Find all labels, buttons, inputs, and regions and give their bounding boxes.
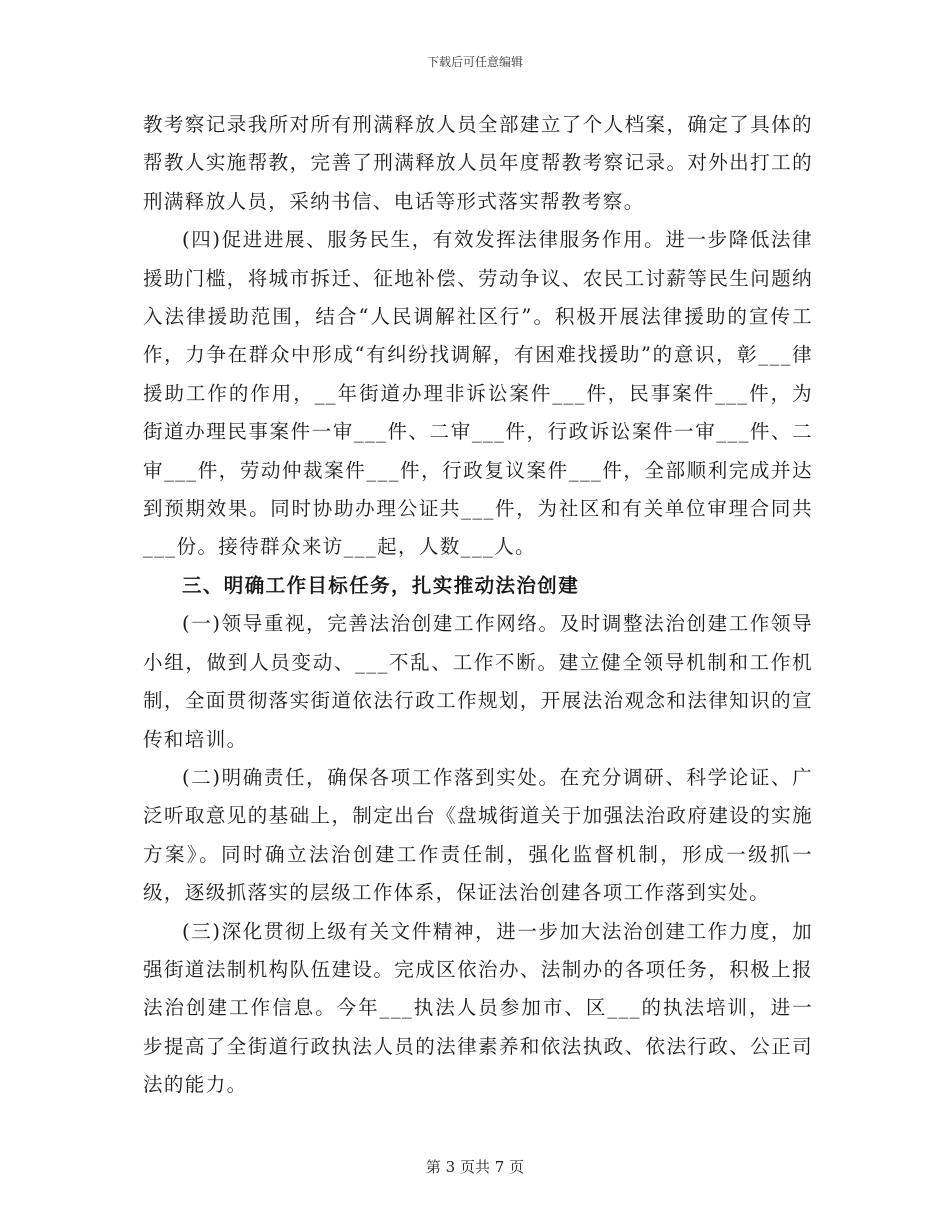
paragraph-legal-aid: (四)促进进展、服务民生，有效发挥法律服务作用。进一步降低法律援助门槛，将城市拆迁、征地补偿、劳动争议、农民工讨薪等民生问题纳入法律援助范围，结合“人民调解社区行”。积极开展法律援助的宣传工作，力争在群众中形成“有纠纷找调解，有困难找援助”的意识，彰___律援助工作的作用，__年街道办理非诉讼案件___件，民事案件___件，为街道办理民事案件一审___件、二审___件，行政诉讼案件一审___件、二审___件，劳动仲裁案件___件，行政复议案件___件，全部顺利完成并达到预期效果。同时协助办理公证共___件，为社区和有关单位审理合同共___份。接待群众来访___起，人数___人。: [143, 228, 813, 559]
paragraph-responsibility: (二)明确责任，确保各项工作落到实处。在充分调研、科学论证、广泛听取意见的基础上，制定出台《盘城街道关于加强法治政府建设的实施方案》。同时确立法治创建工作责任制，强化监督机制，形成一级抓一级，逐级抓落实的层级工作体系，保证法治创建各项工作落到实处。: [143, 765, 813, 905]
paragraph-continuation: 教考察记录我所对所有刑满释放人员全部建立了个人档案，确定了具体的帮教人实施帮教，完善了刑满释放人员年度帮教考察记录。对外出打工的刑满释放人员，采纳书信、电话等形式落实帮教考察。: [143, 113, 813, 213]
paragraph-leadership: (一)领导重视，完善法治创建工作网络。及时调整法治创建工作领导小组，做到人员变动、___不乱、工作不断。建立健全领导机制和工作机制，全面贯彻落实街道依法行政工作规划，开展法治观念和法律知识的宣传和培训。: [143, 612, 813, 751]
page-number: 第 3 页共 7 页: [425, 1158, 525, 1176]
section-heading-3: 三、明确工作目标任务，扎实推动法治创建: [182, 573, 580, 597]
document-body: [143, 106, 813, 1105]
page-header: 下载后可任意编辑: [426, 55, 523, 69]
paragraph-implementation: (三)深化贯彻上级有关文件精神，进一步加大法治创建工作力度，加强街道法制机构队伍建设。完成区依治办、法制办的各项任务，积极上报法治创建工作信息。今年___执法人员参加市、区___的执法培训，进一步提高了全街道行政执法人员的法律素养和依法执政、依法行政、公正司法的能力。: [143, 919, 813, 1097]
